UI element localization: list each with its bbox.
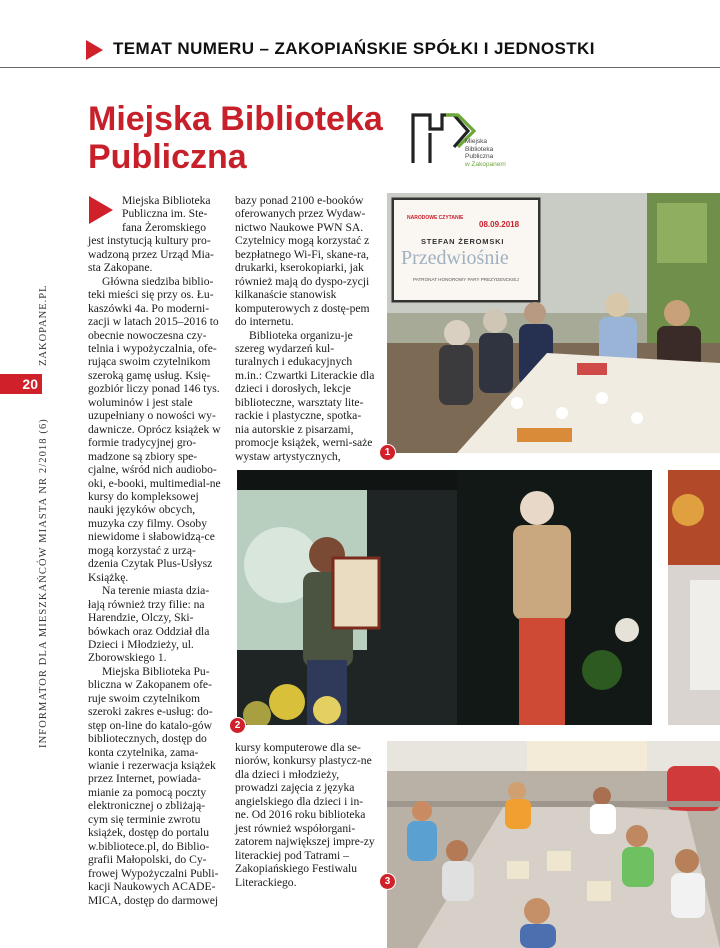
title-line-1: Miejska Biblioteka [88,100,383,138]
photo-number-badge: 1 [379,444,396,461]
screen-author: STEFAN ŻEROMSKI [421,237,505,246]
paragraph: Główna siedziba biblio-teki mieści się przy os. Łu-kaszówki 4a. Po moderni-zacji w latach 2015–2016 to obecnie nowoczesna czy-telnia i wypożyczalnia, ofe-rująca swoim czytelnikom szeroką gamę usług. Księ-gozbiór liczy ponad 146 tys. woluminów i jest stale uzupełniany o nowości wy-dawnicze. Oprócz książek w formie tradycyjnej gro-madzone są zbiory spe-cjalne, wśród nich audiobo-oki, e-booki, multimedial-ne kursy do kompleksowej nauki języków obcych, muzyka czy filmy. Osoby niewidome i słabowidzą-ce mogą korzystać z urzą-dzenia Czytak Plus-Usłysz Książkę. [88,274,221,584]
paragraph: Miejska Biblioteka Pu-bliczna w Zakopanem ofe-ruje swoim czytelnikom szeroki zakres e-usług: do-stęp on-line do katalo-gów bibliotecznych, dostęp do konta czytelnika, zama-wianie i rezerwacja książek przez Internet, powiada-mianie za pomocą poczty elektronicznej o zbliżają-cym się terminie zwrotu książek, dostęp do portalu w.bibliotece.pl, do Biblio-grafii Małopolski, do Cy-frowej Wypożyczalni Publi-kacji Naukowych ACADE-MICA, dostęp do darmowej [88,664,219,907]
paragraph: bazy ponad 2100 e-booków oferowanych przez Wydaw-nictwo Naukowe PWN SA. Czytelnicy mogą korzystać z bezpłatnego Wi-Fi, skane-ra, drukarki, kserokopiarki, jak również mają do dyspo-zycji kilkanaście stanowisk komputerowych z dostę-pem do internetu. [235,194,370,329]
photo-number-badge: 2 [229,717,246,734]
lead-line-1: Miejska Biblioteka [122,194,211,207]
photo-children-workshop [387,741,720,948]
photo-side-strip [668,470,720,725]
logo-text: Miejska Biblioteka Publiczna w Zakopanem [465,138,506,168]
lead-line-3: fana Żeromskiego [122,220,207,234]
title-line-2: Publiczna [88,138,247,176]
photo-number-badge: 3 [379,873,396,890]
section-header: TEMAT NUMERU – ZAKOPIAŃSKIE SPÓŁKI I JEDNOSTKI [113,39,595,58]
photo-reading-event [387,193,720,453]
paragraph: kursy komputerowe dla se-niorów, konkursy plastycz-ne dla dzieci i młodzieży, prowadzi zajęcia z języka angielskiego dla dzieci i in-ne. Od 2016 roku biblioteka jest również współorgani-zatorem największej impre-zy literackiej pod Tatrami – Zakopiańskiego Festiwalu Literackiego. [235,741,375,889]
article-column-3 [235,741,375,889]
photo-award-ceremony [237,470,652,725]
paragraph: jest instytucją kultury pro-wadzoną przez Urząd Mia-sta Zakopane. [88,234,214,275]
article-column-1 [88,194,222,907]
screen-book-title: Przedwiośnie [401,247,509,269]
section-arrow-icon [86,40,103,60]
page-number: 20 [0,374,42,394]
paragraph: Na terenie miasta dzia-łają również trzy filie: na Harendzie, Olczy, Ski-bówkach oraz Oddział dla Dzieci i Młodzieży, ul. Zborowskiego 1. [88,584,210,665]
screen-label: NARODOWE CZYTANIE [407,215,464,221]
article-column-2 [235,194,375,463]
lead-line-2: Publiczna im. Ste- [122,207,208,221]
screen-date: 08.09.2018 [479,220,520,229]
header-divider [0,67,720,68]
article-title [88,100,383,176]
paragraph: Biblioteka organizu-je szereg wydarzeń kul-turalnych i edukacyjnych m.in.: Czwartki Literackie dla dzieci i dorosłych, lekcje biblioteczne, warsztaty lite-rackie i plastyczne, spotka-nia autorskie z pisarzami, promocje książek, werni-saże wystaw artystycznych, [235,328,375,463]
screen-patron: PATRONAT HONOROWY PARY PREZYDENCKIEJ [413,277,519,282]
publication-info: INFORMATOR DLA MIESZKAŃCÓW MIASTA NR 2/2018 (6) [38,418,49,748]
site-name: ZAKOPANE.PL [38,284,49,366]
